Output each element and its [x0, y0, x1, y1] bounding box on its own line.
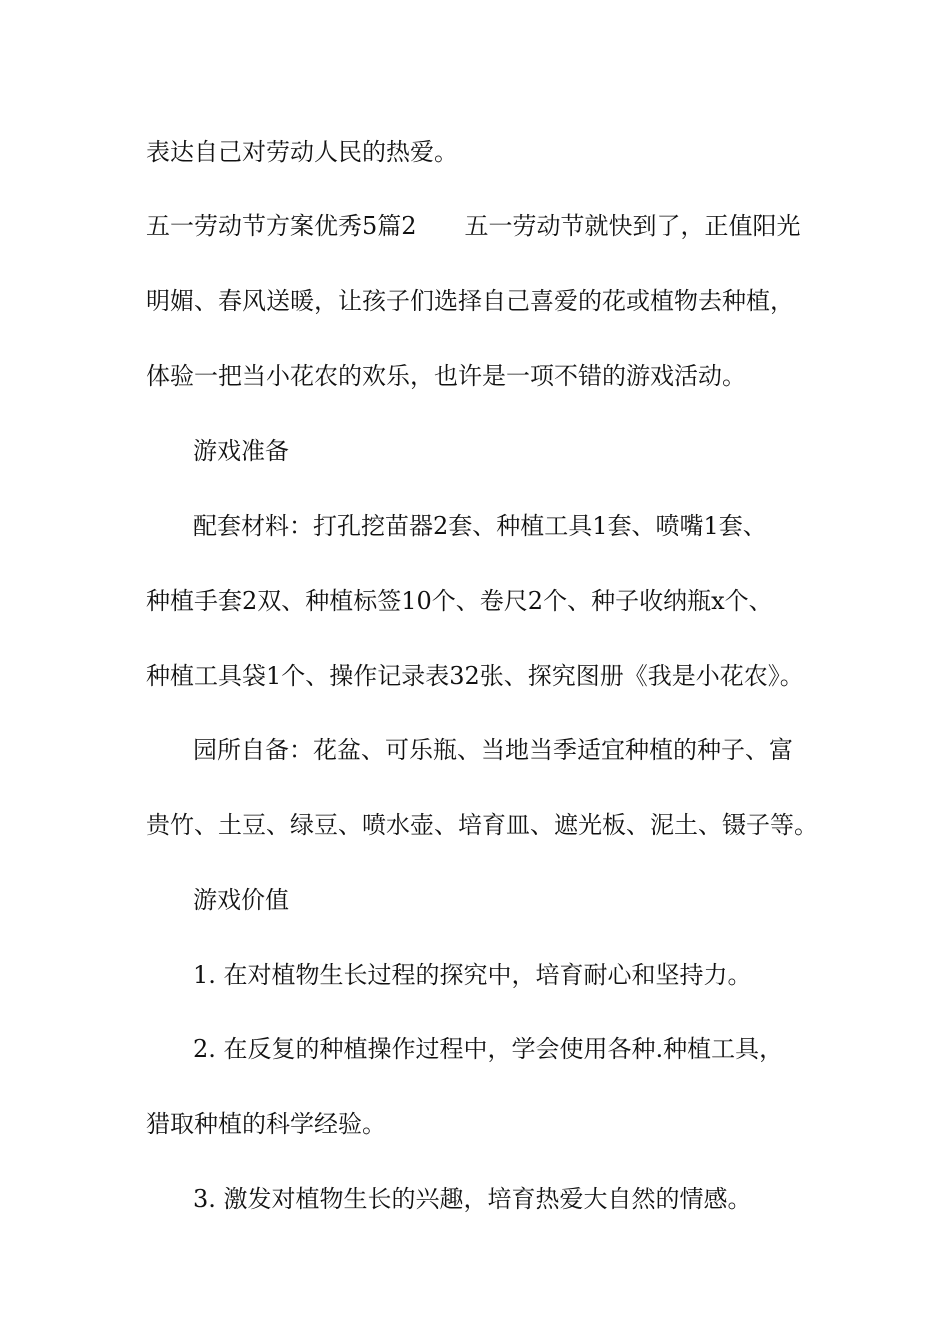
- text-line-9: 园所自备：花盆、可乐瓶、当地当季适宜种植的种子、富: [193, 736, 793, 764]
- text-line-6: 配套材料：打孔挖苗器2套、种植工具1套、喷嘴1套、: [193, 512, 767, 540]
- section-heading-value: 游戏价值: [193, 886, 289, 914]
- list-item-3: 3. 激发对植物生长的兴趣，培育热爱大自然的情感。: [193, 1185, 752, 1213]
- section-heading-preparation: 游戏准备: [193, 437, 289, 465]
- list-item-2: 2. 在反复的种植操作过程中，学会使用各种.种植工具，: [193, 1035, 784, 1063]
- text-line-1: 表达自己对劳动人民的热爱。: [146, 138, 458, 166]
- text-line-7: 种植手套2双、种植标签10个、卷尺2个、种子收纳瓶x个、: [146, 587, 773, 615]
- list-item-1: 1. 在对植物生长过程的探究中，培育耐心和坚持力。: [193, 961, 752, 989]
- list-item-2-continued: 猎取种植的科学经验。: [146, 1110, 386, 1138]
- text-line-2: 五一劳动节方案优秀5篇2 五一劳动节就快到了，正值阳光: [146, 212, 801, 240]
- text-line-3: 明媚、春风送暖，让孩子们选择自己喜爱的花或植物去种植，: [146, 287, 794, 315]
- text-line-8: 种植工具袋1个、操作记录表32张、探究图册《我是小花农》。: [146, 662, 804, 690]
- text-line-10: 贵竹、土豆、绿豆、喷水壶、培育皿、遮光板、泥土、镊子等。: [146, 811, 818, 839]
- text-line-4: 体验一把当小花农的欢乐，也许是一项不错的游戏活动。: [146, 362, 746, 390]
